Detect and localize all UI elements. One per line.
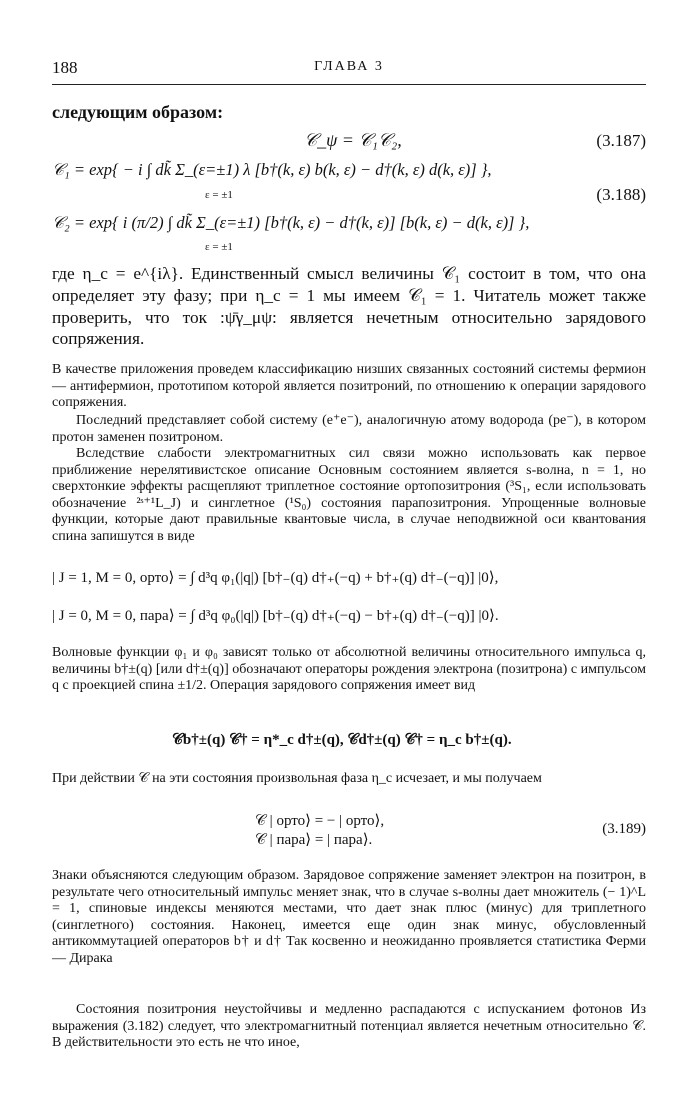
charge-conjugation-action: 𝒞b†±(q) 𝒞† = η*_c d†±(q), 𝒞d†±(q) 𝒞† = η_c b†±(q). <box>172 732 512 748</box>
equation-number-3-189: (3.189) <box>602 821 646 837</box>
equation-3-189-line2: 𝒞 | пара⟩ = | пара⟩. <box>255 832 373 848</box>
paragraph-phase-vanishes: При действии 𝒞 на эти состояния произвольная фаза η_c исчезает, и мы получаем <box>52 771 542 786</box>
equation-number-3-187: (3.187) <box>596 131 646 150</box>
equation-3-188-line2-text: 𝒞₂ = exp{ i (π/2) ∫ dk̃ Σ_(ε=±1) [b†(k, ε) − d†(k, ε)] [b(k, ε) − d(k, ε)] }, <box>52 213 530 232</box>
header-rule <box>52 84 646 85</box>
paragraph-decay: Состояния позитрония неустойчивы и медленно распадаются с испусканием фотонов Из выражения (3.182) следует, что электромагнитный потенциал является нечетным относительно 𝒞. В действительности это есть не что иное, <box>52 1002 646 1051</box>
paragraph-signs: Знаки объясняются следующим образом. Зарядовое сопряжение заменяет электрон на позитрон, в результате чего относительный импульс меняет знак, что в случае s-волны дает множитель (− 1)^L = 1, спиновые индексы меняются местами, что дает знак плюс (минус) для триплетного (синглетного) состояния. Наконец, имеется еще один знак минус, обусловленный антикоммутацией операторов b† и d† Так косвенно и неожиданно проявляется статистика Ферми — Дирака <box>52 868 646 966</box>
state-para-equation: | J = 0, M = 0, пара⟩ = ∫ d³q φ₀(|q|) [b†₋(q) d†₊(−q) − b†₊(q) d†₋(−q)] |0⟩. <box>52 608 499 624</box>
equation-3-188-line1-text: 𝒞₁ = exp{ − i ∫ dk̃ Σ_(ε=±1) λ [b†(k, ε) b(k, ε) − d†(k, ε) d(k, ε)] }, <box>52 160 492 179</box>
paragraph-positronium: Последний представляет собой систему (e⁺e⁻), аналогичную атому водорода (pe⁻), в котором протон заменен позитроном. <box>52 413 646 445</box>
state-ortho-equation: | J = 1, M = 0, орто⟩ = ∫ d³q φ₁(|q|) [b†₋(q) d†₊(−q) + b†₊(q) d†₋(−q)] |0⟩, <box>52 570 499 586</box>
intro-text: следующим образом: <box>52 102 224 122</box>
sum-subscript-1: ε = ±1 <box>205 189 233 201</box>
equation-3-187-text: 𝒞_ψ = 𝒞₁𝒞₂, <box>304 130 402 150</box>
paragraph-wavefunctions: Волновые функции φ₁ и φ₀ зависят только от абсолютной величины относительного импульса q, величины b†±(q) [или d†±(q)] обозначают операторы рождения электрона (позитрона) с импульсом q с проекцией спина ±1/2. Операция зарядового сопряжения имеет вид <box>52 645 646 694</box>
equation-3-189-line1: 𝒞 | орто⟩ = − | орто⟩, <box>255 813 385 829</box>
equation-3-187 <box>304 130 402 151</box>
paragraph-classification: В качестве приложения проведем классификацию низших связанных состояний системы фермион — антифермион, прототипом которой является позитроний, по отношению к операции зарядового сопряжения. <box>52 362 646 411</box>
paragraph-after-3-188: где η_c = e^{iλ}. Единственный смысл величины 𝒞₁ состоит в том, что она определяет эту фазу; при η_c = 1 мы имеем 𝒞₁ = 1. Читатель может также проверить, что ток :ψ̄γ_μψ: является нечетным относительно зарядового сопряжения. <box>52 264 646 349</box>
page-header <box>52 58 646 80</box>
equation-number-3-188: (3.188) <box>596 185 646 204</box>
page-number: 188 <box>52 58 78 77</box>
equation-3-188-line2 <box>52 213 529 233</box>
paragraph-approximation: Вследствие слабости электромагнитных сил связи можно использовать как первое приближение нерелятивистское описание Основным состоянием является s-волна, n = 1, но сверхтонкие эффекты расщепляют триплетное состояние ортопозитрония (³S₁, если использовать обозначение ²ˢ⁺¹L_J) и синглетное (¹S₀) состояния парапозитрония. Упрощенные волновые функции, которые дают правильные квантовые числа, в случае неподвижной оси квантования спина запишутся в виде <box>52 446 646 544</box>
sum-subscript-2: ε = ±1 <box>205 241 233 253</box>
chapter-title: ГЛАВА 3 <box>314 59 384 74</box>
equation-3-188-line1 <box>52 160 492 180</box>
